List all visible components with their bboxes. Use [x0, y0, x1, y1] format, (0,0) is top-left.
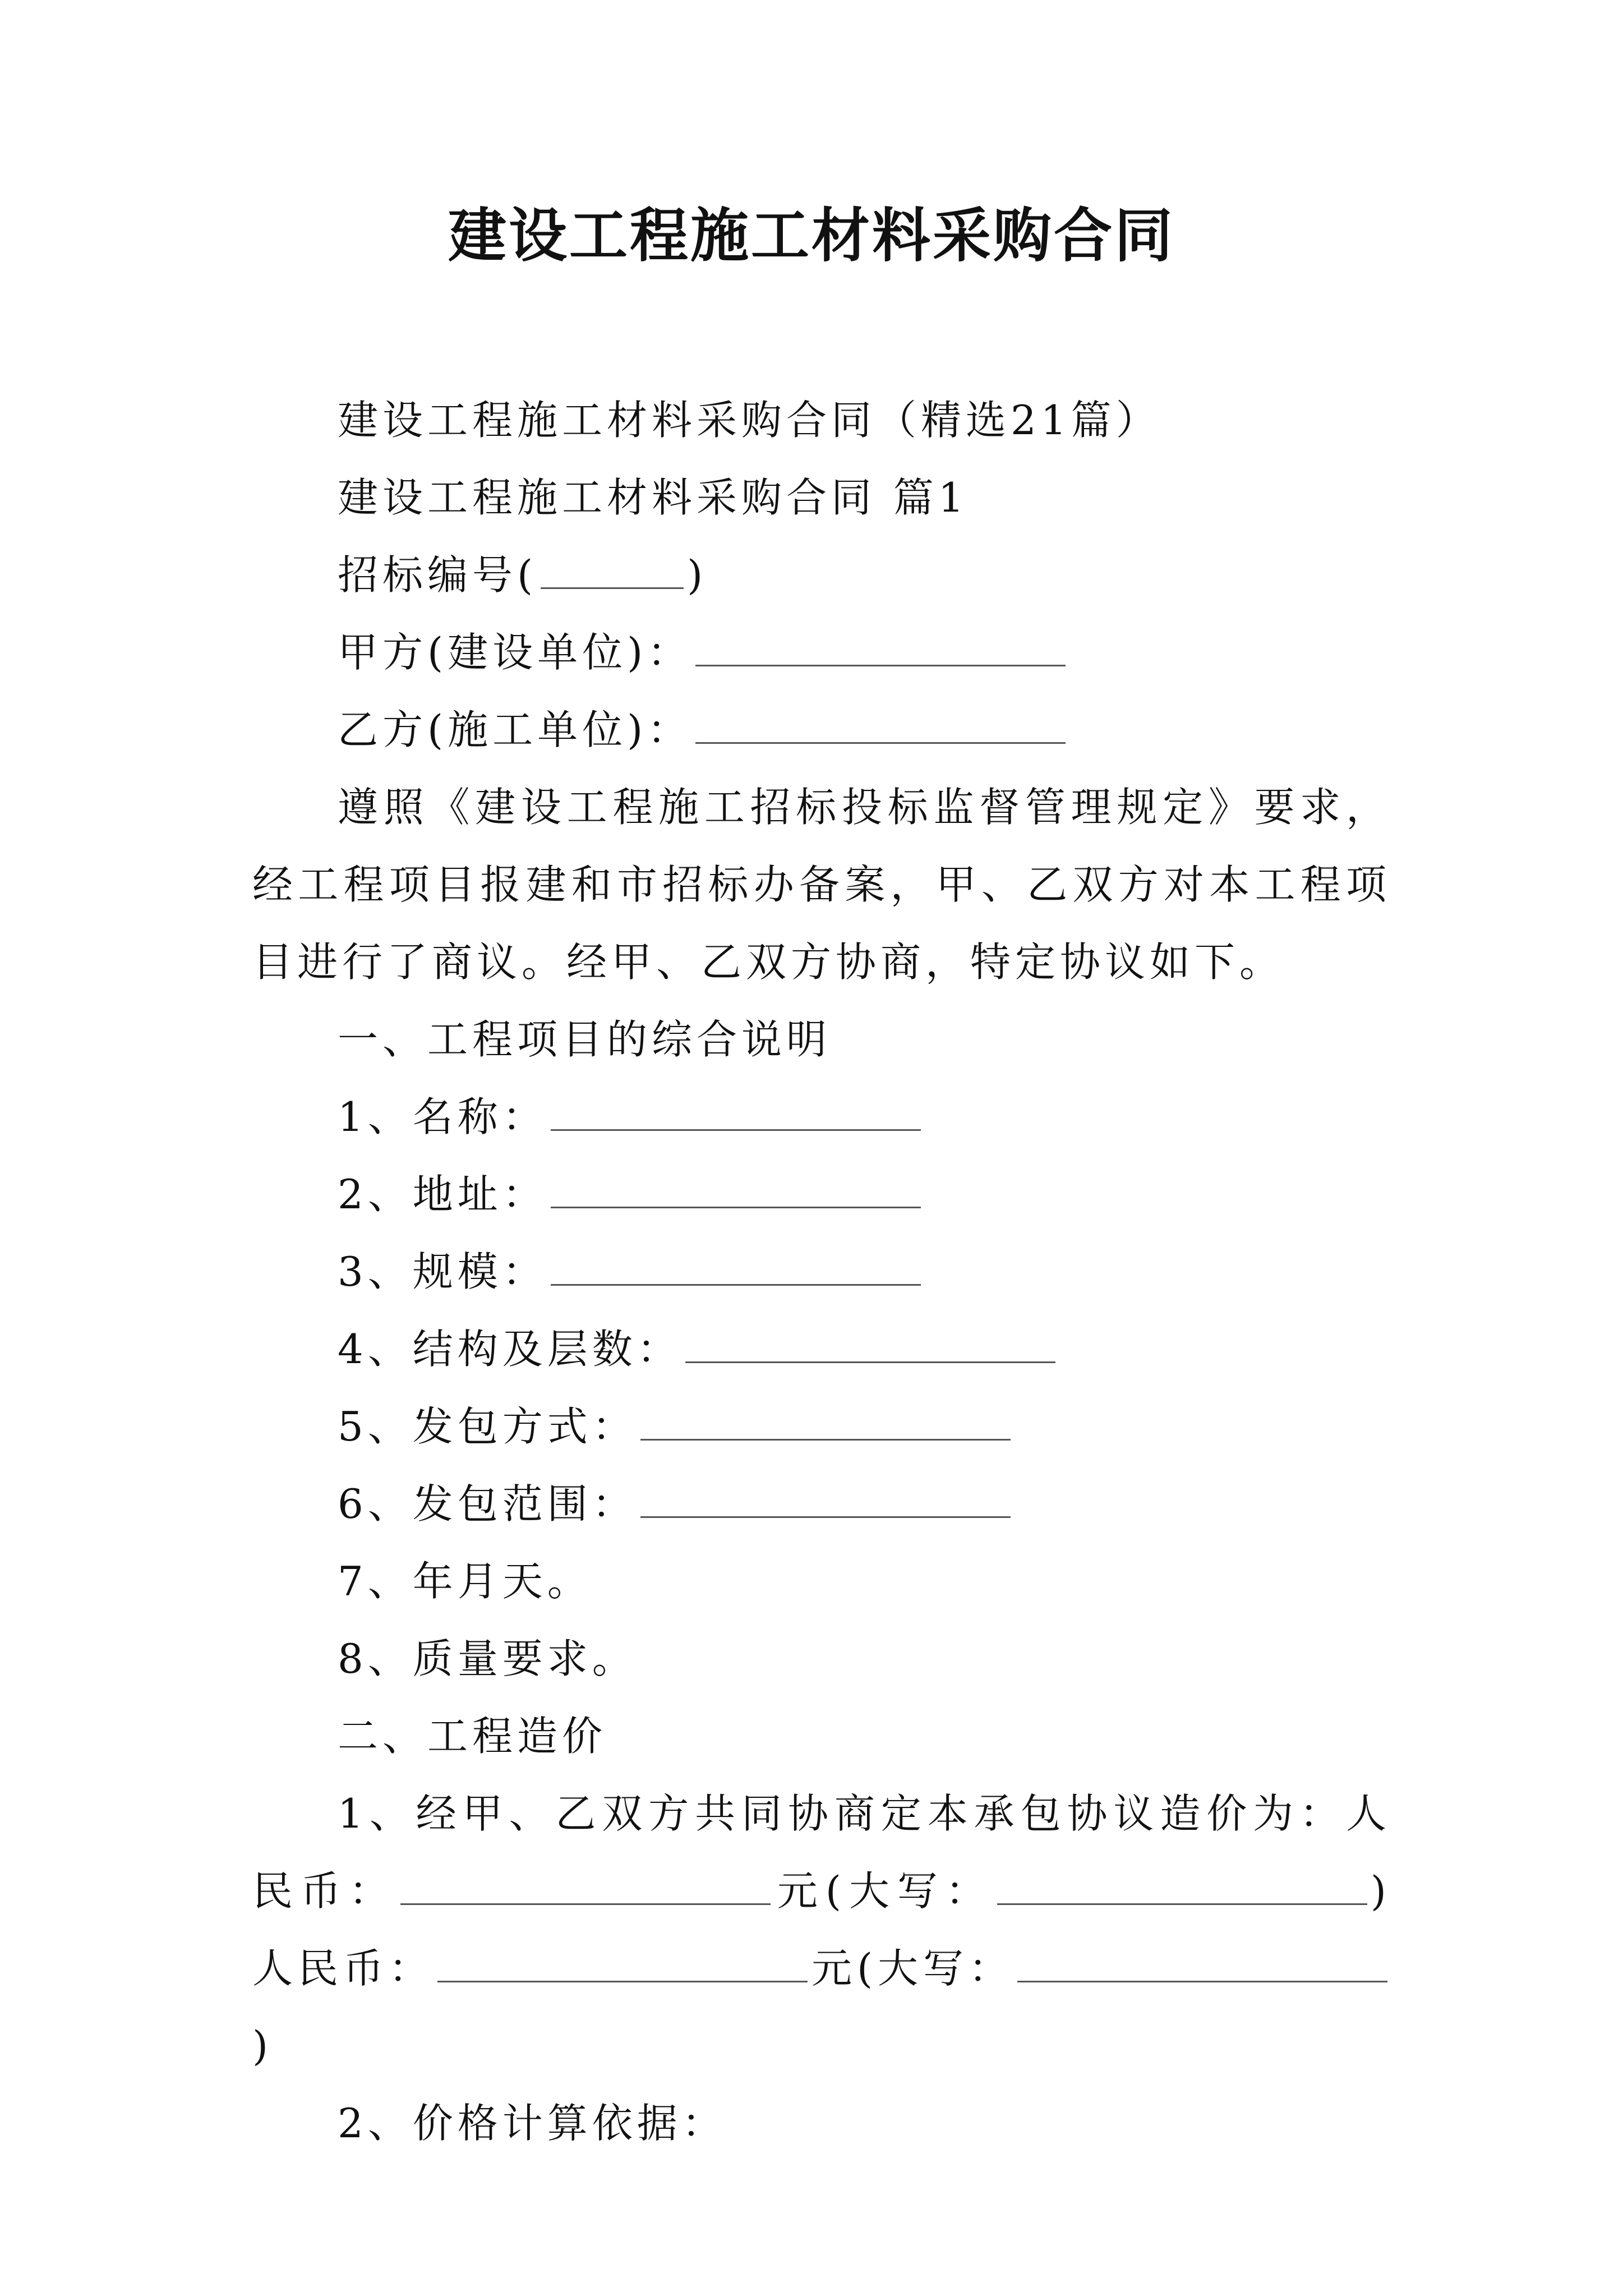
party-b-line: [252, 691, 1391, 769]
party-b-label: 乙方(施工单位)：: [338, 706, 693, 753]
party-b-blank[interactable]: [695, 707, 1066, 744]
item-structure-label: 4、结构及层数：: [338, 1326, 682, 1373]
item-contract-mode-line: [252, 1388, 1391, 1465]
document-heading: 建设工程施工材料采购合同（精选21篇）: [338, 397, 1161, 444]
bid-number-close: ): [687, 551, 708, 599]
item-name-blank[interactable]: [551, 1094, 921, 1131]
document-body: [252, 381, 1391, 2162]
price-words-blank-1[interactable]: [997, 1869, 1367, 1905]
item-name-line: [252, 1078, 1391, 1156]
part1-heading: 一、工程项目的综合说明: [338, 1016, 832, 1063]
item-contract-mode-blank[interactable]: [640, 1404, 1011, 1441]
price-paragraph: [252, 1775, 1391, 2085]
item-date-line: 7、年月天。: [338, 1558, 592, 1605]
party-a-label: 甲方(建设单位)：: [338, 629, 693, 676]
part2-heading: 二、工程造价: [338, 1713, 607, 1760]
section-heading: 建设工程施工材料采购合同 篇1: [338, 474, 969, 521]
item-contract-scope-blank[interactable]: [640, 1481, 1011, 1518]
price-basis-line: 2、价格计算依据：: [338, 2100, 727, 2147]
item-contract-scope-label: 6、发包范围：: [338, 1480, 637, 1527]
item-address-blank[interactable]: [551, 1172, 921, 1208]
price-figure-blank-2[interactable]: [437, 1946, 808, 1982]
item-contract-scope-line: [252, 1465, 1391, 1543]
party-a-blank[interactable]: [695, 630, 1066, 666]
bid-number-line: [252, 536, 1391, 614]
item-structure-line: [252, 1310, 1391, 1388]
item-address-line: [252, 1156, 1391, 1233]
bid-number-label: 招标编号(: [338, 551, 538, 599]
document-title: 建设工程施工材料采购合同: [448, 201, 1175, 270]
item-scale-line: [252, 1233, 1391, 1310]
item-name-label: 1、名称：: [338, 1093, 547, 1140]
price-unit-1: 元(大写：: [773, 1867, 994, 1915]
item-contract-mode-label: 5、发包方式：: [338, 1403, 637, 1450]
price-unit-2: 元(大写：: [810, 1945, 1014, 1992]
item-scale-label: 3、规模：: [338, 1248, 547, 1295]
item-scale-blank[interactable]: [551, 1249, 921, 1286]
party-a-line: [252, 614, 1391, 691]
preamble-paragraph: 遵照《建设工程施工招标投标监督管理规定》要求，经工程项目报建和市招标办备案，甲、乙双方对本工程项目进行了商议。经甲、乙双方协商，特定协议如下。: [252, 784, 1391, 986]
item-quality-line: 8、质量要求。: [338, 1635, 637, 1682]
price-intro: 1、经甲、乙双方共同协商定本承包协议造价为：人民币：: [252, 1790, 1391, 1915]
item-structure-blank[interactable]: [685, 1327, 1055, 1363]
item-address-label: 2、地址：: [338, 1171, 547, 1218]
price-close: ): [252, 2022, 273, 2069]
price-words-blank-2[interactable]: [1017, 1946, 1387, 1982]
price-close-rmb: )人民币：: [252, 1867, 1391, 1992]
price-figure-blank-1[interactable]: [400, 1869, 771, 1905]
bid-number-blank[interactable]: [541, 553, 684, 589]
